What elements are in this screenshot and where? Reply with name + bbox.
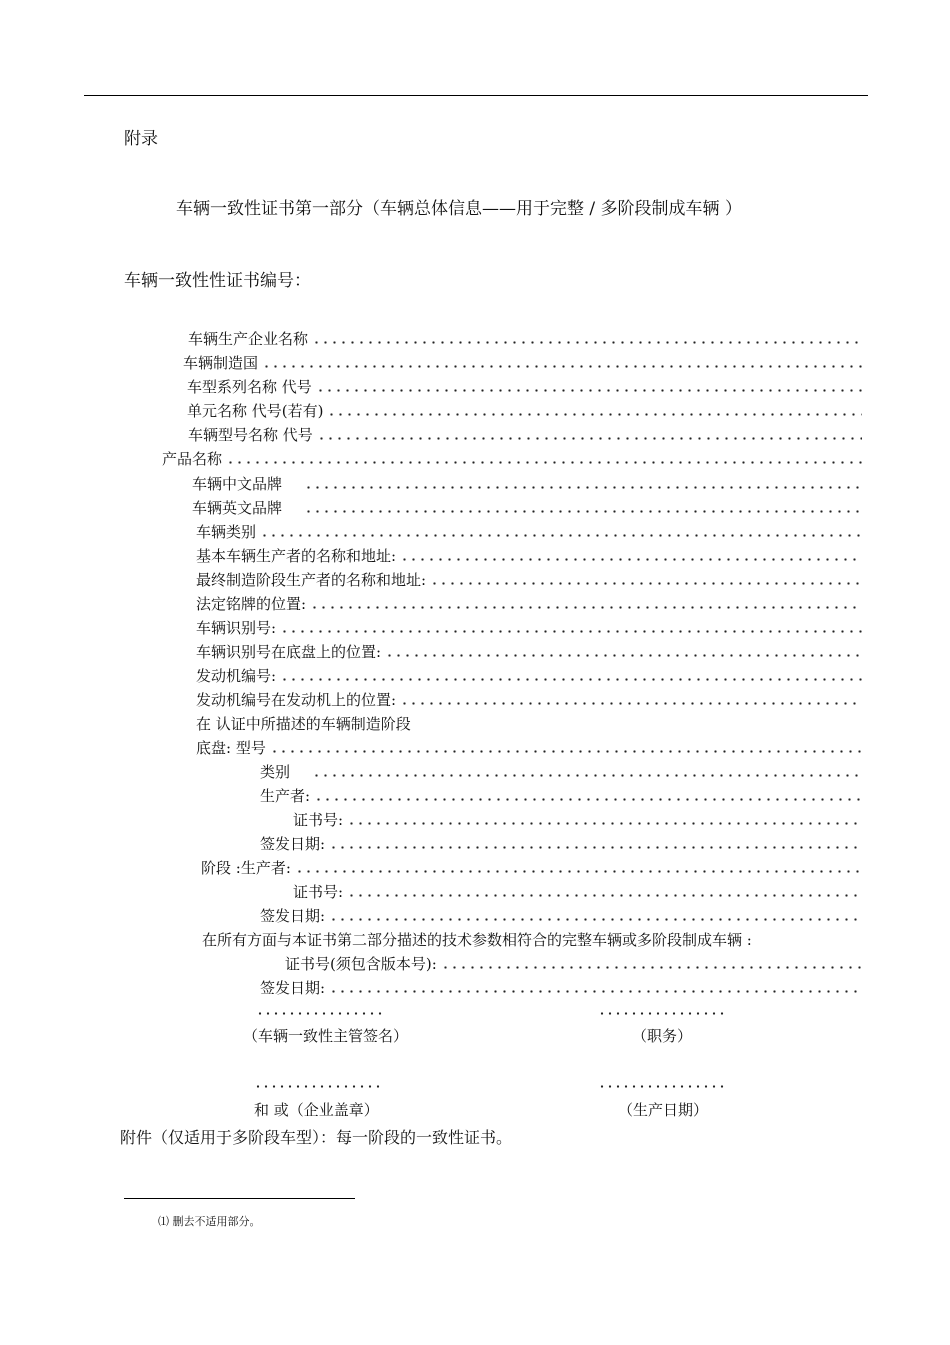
field-label: 单元名称 代号(若有) bbox=[187, 402, 324, 420]
dot-leader bbox=[314, 798, 862, 801]
dot-leader bbox=[280, 678, 862, 681]
field-label: 阶段 :生产者: bbox=[201, 859, 291, 877]
field-chassis-category bbox=[260, 760, 862, 782]
footnote-rule bbox=[124, 1198, 355, 1199]
field-manufacturer-name bbox=[188, 327, 862, 349]
field-product-name bbox=[162, 447, 862, 469]
position-line bbox=[598, 1012, 728, 1015]
field-label: 车辆类别 bbox=[196, 523, 257, 541]
dot-leader bbox=[347, 822, 862, 825]
header-rule bbox=[84, 95, 868, 96]
field-vin bbox=[196, 616, 862, 638]
dot-leader bbox=[329, 990, 862, 993]
dot-leader bbox=[400, 702, 862, 705]
dot-leader bbox=[280, 630, 862, 633]
field-chinese-brand bbox=[192, 472, 862, 494]
field-final-issue-date bbox=[260, 976, 862, 998]
field-label: 类别 bbox=[260, 763, 291, 781]
attachment-note: 附件（仅适用于多阶段车型）：每一阶段的一致性证书。 bbox=[120, 1128, 513, 1147]
field-label: 车辆型号名称 代号 bbox=[188, 426, 313, 444]
dot-leader bbox=[304, 486, 862, 489]
field-label: 签发日期: bbox=[260, 835, 326, 853]
field-label: 最终制造阶段生产者的名称和地址: bbox=[196, 571, 427, 589]
field-label: 证书号(须包含版本号): bbox=[285, 955, 437, 973]
field-label: 车辆识别号在底盘上的位置: bbox=[196, 643, 382, 661]
field-vehicle-model-name bbox=[188, 423, 862, 445]
footnote: ⑴ 删去不适用部分。 bbox=[158, 1215, 261, 1228]
dot-leader bbox=[385, 654, 862, 657]
field-chassis-certificate-number bbox=[293, 808, 862, 830]
field-stage-issue-date bbox=[260, 904, 862, 926]
field-chassis-model bbox=[196, 736, 862, 758]
production-date-line bbox=[598, 1085, 728, 1088]
dot-leader bbox=[260, 534, 862, 537]
dot-leader bbox=[262, 365, 862, 368]
manufacturing-stage-heading: 在 认证中所描述的车辆制造阶段 bbox=[196, 715, 411, 733]
field-label: 证书号: bbox=[293, 883, 344, 901]
field-model-series bbox=[187, 375, 862, 397]
field-stage-certificate-number bbox=[293, 880, 862, 902]
field-label: 底盘: 型号 bbox=[196, 739, 266, 757]
dot-leader bbox=[400, 558, 862, 561]
page-title: 车辆一致性证书第一部分（车辆总体信息——用于完整 / 多阶段制成车辆 ） bbox=[176, 199, 742, 219]
dot-leader bbox=[226, 461, 862, 464]
signature-label: （车辆一致性主管签名） bbox=[243, 1027, 409, 1045]
field-vehicle-category bbox=[196, 520, 862, 542]
field-certificate-number-version bbox=[285, 952, 862, 974]
field-label: 证书号: bbox=[293, 811, 344, 829]
field-label: 签发日期: bbox=[260, 907, 326, 925]
field-vin-location bbox=[196, 640, 862, 662]
field-stage-manufacturer bbox=[201, 856, 862, 878]
field-label: 产品名称 bbox=[162, 450, 223, 468]
field-label: 车辆识别号: bbox=[196, 619, 277, 637]
dot-leader bbox=[317, 437, 862, 440]
field-label: 签发日期: bbox=[260, 979, 326, 997]
production-date-label: （生产日期） bbox=[618, 1101, 709, 1119]
conformity-statement: 在所有方面与本证书第二部分描述的技术参数相符合的完整车辆或多阶段制成车辆 : bbox=[202, 931, 752, 949]
dot-leader bbox=[329, 918, 862, 921]
field-label: 车辆生产企业名称 bbox=[188, 330, 309, 348]
field-label: 法定铭牌的位置: bbox=[196, 595, 307, 613]
dot-leader bbox=[295, 870, 862, 873]
field-label: 生产者: bbox=[260, 787, 311, 805]
dot-leader bbox=[347, 894, 862, 897]
field-label: 发动机编号: bbox=[196, 667, 277, 685]
field-label: 基本车辆生产者的名称和地址: bbox=[196, 547, 397, 565]
dot-leader bbox=[441, 966, 862, 969]
dot-leader bbox=[270, 750, 862, 753]
field-engine-number-location bbox=[196, 688, 862, 710]
appendix-heading: 附录 bbox=[124, 129, 158, 149]
dot-leader bbox=[312, 341, 862, 344]
dot-leader bbox=[430, 582, 862, 585]
position-label: （职务） bbox=[632, 1027, 693, 1045]
field-label: 车辆中文品牌 bbox=[192, 475, 283, 493]
dot-leader bbox=[329, 846, 862, 849]
field-base-manufacturer-address bbox=[196, 544, 862, 566]
dot-leader bbox=[310, 606, 862, 609]
seal-line bbox=[254, 1085, 384, 1088]
field-engine-number bbox=[196, 664, 862, 686]
field-label: 发动机编号在发动机上的位置: bbox=[196, 691, 397, 709]
signature-line bbox=[256, 1012, 386, 1015]
field-chassis-issue-date bbox=[260, 832, 862, 854]
field-label: 车辆制造国 bbox=[183, 354, 259, 372]
field-final-stage-manufacturer-address bbox=[196, 568, 862, 590]
field-nameplate-location bbox=[196, 592, 862, 614]
field-label: 车辆英文品牌 bbox=[192, 499, 283, 517]
certificate-number-label: 车辆一致性性证书编号： bbox=[124, 271, 311, 291]
field-english-brand bbox=[192, 496, 862, 518]
field-chassis-manufacturer bbox=[260, 784, 862, 806]
field-unit-name bbox=[187, 399, 862, 421]
dot-leader bbox=[316, 389, 862, 392]
seal-label: 和 或（企业盖章） bbox=[254, 1101, 379, 1119]
field-country-of-manufacture bbox=[183, 351, 862, 373]
dot-leader bbox=[304, 510, 862, 513]
dot-leader bbox=[327, 413, 862, 416]
dot-leader bbox=[312, 774, 862, 777]
field-label: 车型系列名称 代号 bbox=[187, 378, 312, 396]
